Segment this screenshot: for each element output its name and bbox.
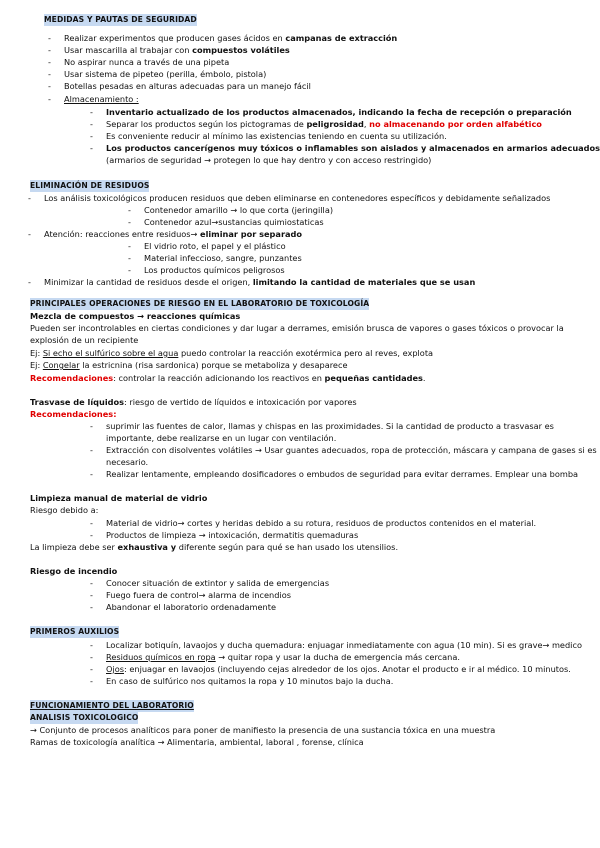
recommendation-1: Recomendaciones: controlar la reacción adicionando los reactivos en pequeñas cantidades. bbox=[30, 373, 426, 383]
aid-item-1: Localizar botiquín, lavaojos y ducha quemadura: enjuagar inmediatamente con agua (10 min). Si es grave→ medico bbox=[106, 640, 582, 650]
section-title-risk: PRINCIPALES OPERACIONES DE RIESGO EN EL LABORATORIO DE TOXICOLOGÍA bbox=[30, 298, 369, 310]
list-item: - bbox=[28, 229, 31, 239]
list-item-text: Botellas pesadas en alturas adecuadas para un manejo fácil bbox=[64, 81, 311, 91]
list-item: - bbox=[48, 57, 51, 67]
storage-label: Almacenamiento : bbox=[64, 94, 139, 104]
storage-item-4-cont: (armarios de seguridad → protegen lo que hay dentro y con acceso restringido) bbox=[106, 155, 432, 165]
storage-item-2: Separar los productos según los pictogramas de peligrosidad, no almacenando por orden alfabético bbox=[106, 119, 542, 129]
container-yellow: Contenedor amarillo → lo que corta (jeringilla) bbox=[144, 205, 334, 215]
mix-paragraph-2: explosión de un recipiente bbox=[30, 335, 139, 345]
sub-dash: - bbox=[90, 530, 93, 540]
storage-item-4: Los productos cancerígenos muy tóxicos o inflamables son aislados y almacenados en armarios adecuados bbox=[106, 143, 600, 153]
sub-dash: - bbox=[128, 265, 131, 275]
transfer-rec-2b: necesario. bbox=[106, 457, 149, 467]
analysis-branches: Ramas de toxicología analítica → Alimentaria, ambiental, laboral , forense, clínica bbox=[30, 737, 364, 747]
sub-dash: - bbox=[90, 421, 93, 431]
residue-glass: El vidrio roto, el papel y el plástico bbox=[144, 241, 286, 251]
list-item: - bbox=[28, 277, 31, 287]
sub-dash: - bbox=[90, 518, 93, 528]
analysis-definition: → Conjunto de procesos analíticos para poner de manifiesto la presencia de una sustancia tóxica en una muestra bbox=[30, 725, 496, 735]
aid-item-4: En caso de sulfúrico nos quitamos la ropa y 10 minutos bajo la ducha. bbox=[106, 676, 394, 686]
sub-dash: - bbox=[128, 217, 131, 227]
storage-item-1: Inventario actualizado de los productos almacenados, indicando la fecha de recepción o preparación bbox=[106, 107, 572, 117]
sub-dash: - bbox=[90, 119, 93, 129]
sub-dash: - bbox=[90, 640, 93, 650]
sub-dash: - bbox=[90, 107, 93, 117]
section-title-lab: FUNCIONAMIENTO DEL LABORATORIO bbox=[30, 700, 194, 712]
residue-chemical: Los productos químicos peligrosos bbox=[144, 265, 285, 275]
sub-dash: - bbox=[90, 445, 93, 455]
aid-item-3: Ojos: enjuagar en lavaojos (incluyendo cejas alrededor de los ojos. Anotar el producto e ir al médico. 10 minutos. bbox=[106, 664, 571, 674]
list-item: - bbox=[48, 69, 51, 79]
sub-dash: - bbox=[90, 664, 93, 674]
sub-dash: - bbox=[128, 253, 131, 263]
list-item-text: No aspirar nunca a través de una pipeta bbox=[64, 57, 230, 67]
sub-dash: - bbox=[90, 469, 93, 479]
recommendation-2-label: Recomendaciones: bbox=[30, 409, 117, 419]
list-item: - bbox=[28, 193, 31, 203]
sub-dash: - bbox=[128, 205, 131, 215]
fire-item-1: Conocer situación de extintor y salida de emergencias bbox=[106, 578, 330, 588]
section-title-waste: ELIMINACIÓN DE RESIDUOS bbox=[30, 180, 149, 192]
transfer-line: Trasvase de líquidos: riesgo de vertido de líquidos e intoxicación por vapores bbox=[30, 397, 357, 407]
transfer-rec-2a: Extracción con disolventes volátiles → Usar guantes adecuados, ropa de protección, máscara y campana de gases si es bbox=[106, 445, 597, 455]
waste-line-1: Los análisis toxicológicos producen residuos que deben eliminarse en contenedores específicos y debidamente señalizados bbox=[44, 193, 551, 203]
mix-heading: Mezcla de compuestos → reacciones químicas bbox=[30, 311, 241, 321]
fire-item-3: Abandonar el laboratorio ordenadamente bbox=[106, 602, 276, 612]
mix-paragraph-1: Pueden ser incontrolables en ciertas condiciones y dar lugar a derrames, emisión brusca de vapores o gases tóxicos o provocar la bbox=[30, 323, 564, 333]
container-blue: Contenedor azul→sustancias quimiostaticas bbox=[144, 217, 324, 227]
storage-item-3: Es conveniente reducir al mínimo las existencias teniendo en cuenta su utilización. bbox=[106, 131, 447, 141]
residue-infectious: Material infeccioso, sangre, punzantes bbox=[144, 253, 302, 263]
waste-line-3: Minimizar la cantidad de residuos desde el origen, limitando la cantidad de materiales que se usan bbox=[44, 277, 476, 287]
fire-item-2: Fuego fuera de control→ alarma de incendios bbox=[106, 590, 291, 600]
section-title-safety: MEDIDAS Y PAUTAS DE SEGURIDAD bbox=[44, 14, 197, 26]
sub-dash: - bbox=[90, 143, 93, 153]
sub-dash: - bbox=[90, 578, 93, 588]
sub-dash: - bbox=[90, 131, 93, 141]
glass-end: La limpieza debe ser exhaustiva y diferente según para qué se han usado los utensilios. bbox=[30, 542, 399, 552]
transfer-rec-1a: suprimir las fuentes de calor, llamas y chispas en las proximidades. Si la cantidad de producto a trasvasar es bbox=[106, 421, 554, 431]
sub-dash: - bbox=[90, 676, 93, 686]
glass-item-2: Productos de limpieza → intoxicación, dermatitis quemaduras bbox=[106, 530, 359, 540]
list-item: - bbox=[48, 33, 51, 43]
aid-item-2: Residuos químicos en ropa → quitar ropa y usar la ducha de emergencia más cercana. bbox=[106, 652, 460, 662]
sub-dash: - bbox=[90, 602, 93, 612]
glass-heading: Limpieza manual de material de vidrio bbox=[30, 493, 208, 503]
sub-dash: - bbox=[90, 652, 93, 662]
fire-heading: Riesgo de incendio bbox=[30, 566, 118, 576]
list-item: - bbox=[48, 94, 51, 104]
transfer-rec-3: Realizar lentamente, empleando dosificadores o embudos de seguridad para evitar derrames. Emplear una bomba bbox=[106, 469, 579, 479]
section-title-aid: PRIMEROS AUXILIOS bbox=[30, 626, 119, 638]
list-item-text: Usar mascarilla al trabajar con compuestos volátiles bbox=[64, 45, 290, 55]
waste-line-2: Atención: reacciones entre residuos→ eliminar por separado bbox=[44, 229, 302, 239]
transfer-rec-1b: importante, debe realizarse en un lugar con ventilación. bbox=[106, 433, 337, 443]
list-item: - bbox=[48, 81, 51, 91]
example-1: Ej: Si echo el sulfúrico sobre el agua puedo controlar la reacción exotérmica pero al reves, explota bbox=[30, 348, 434, 358]
example-2: Ej: Congelar la estricnina (risa sardonica) porque se metaboliza y desaparece bbox=[30, 360, 348, 370]
list-item-text: Usar sistema de pipeteo (perilla, émbolo, pistola) bbox=[64, 69, 267, 79]
list-item-text: Realizar experimentos que producen gases ácidos en campanas de extracción bbox=[64, 33, 398, 43]
glass-item-1: Material de vidrio→ cortes y heridas debido a su rotura, residuos de productos contenidos en el material. bbox=[106, 518, 537, 528]
sub-dash: - bbox=[90, 590, 93, 600]
section-subtitle-analysis: ANALISIS TOXICOLOGICO bbox=[30, 712, 138, 724]
glass-risk: Riesgo debido a: bbox=[30, 505, 99, 515]
sub-dash: - bbox=[128, 241, 131, 251]
list-item: - bbox=[48, 45, 51, 55]
